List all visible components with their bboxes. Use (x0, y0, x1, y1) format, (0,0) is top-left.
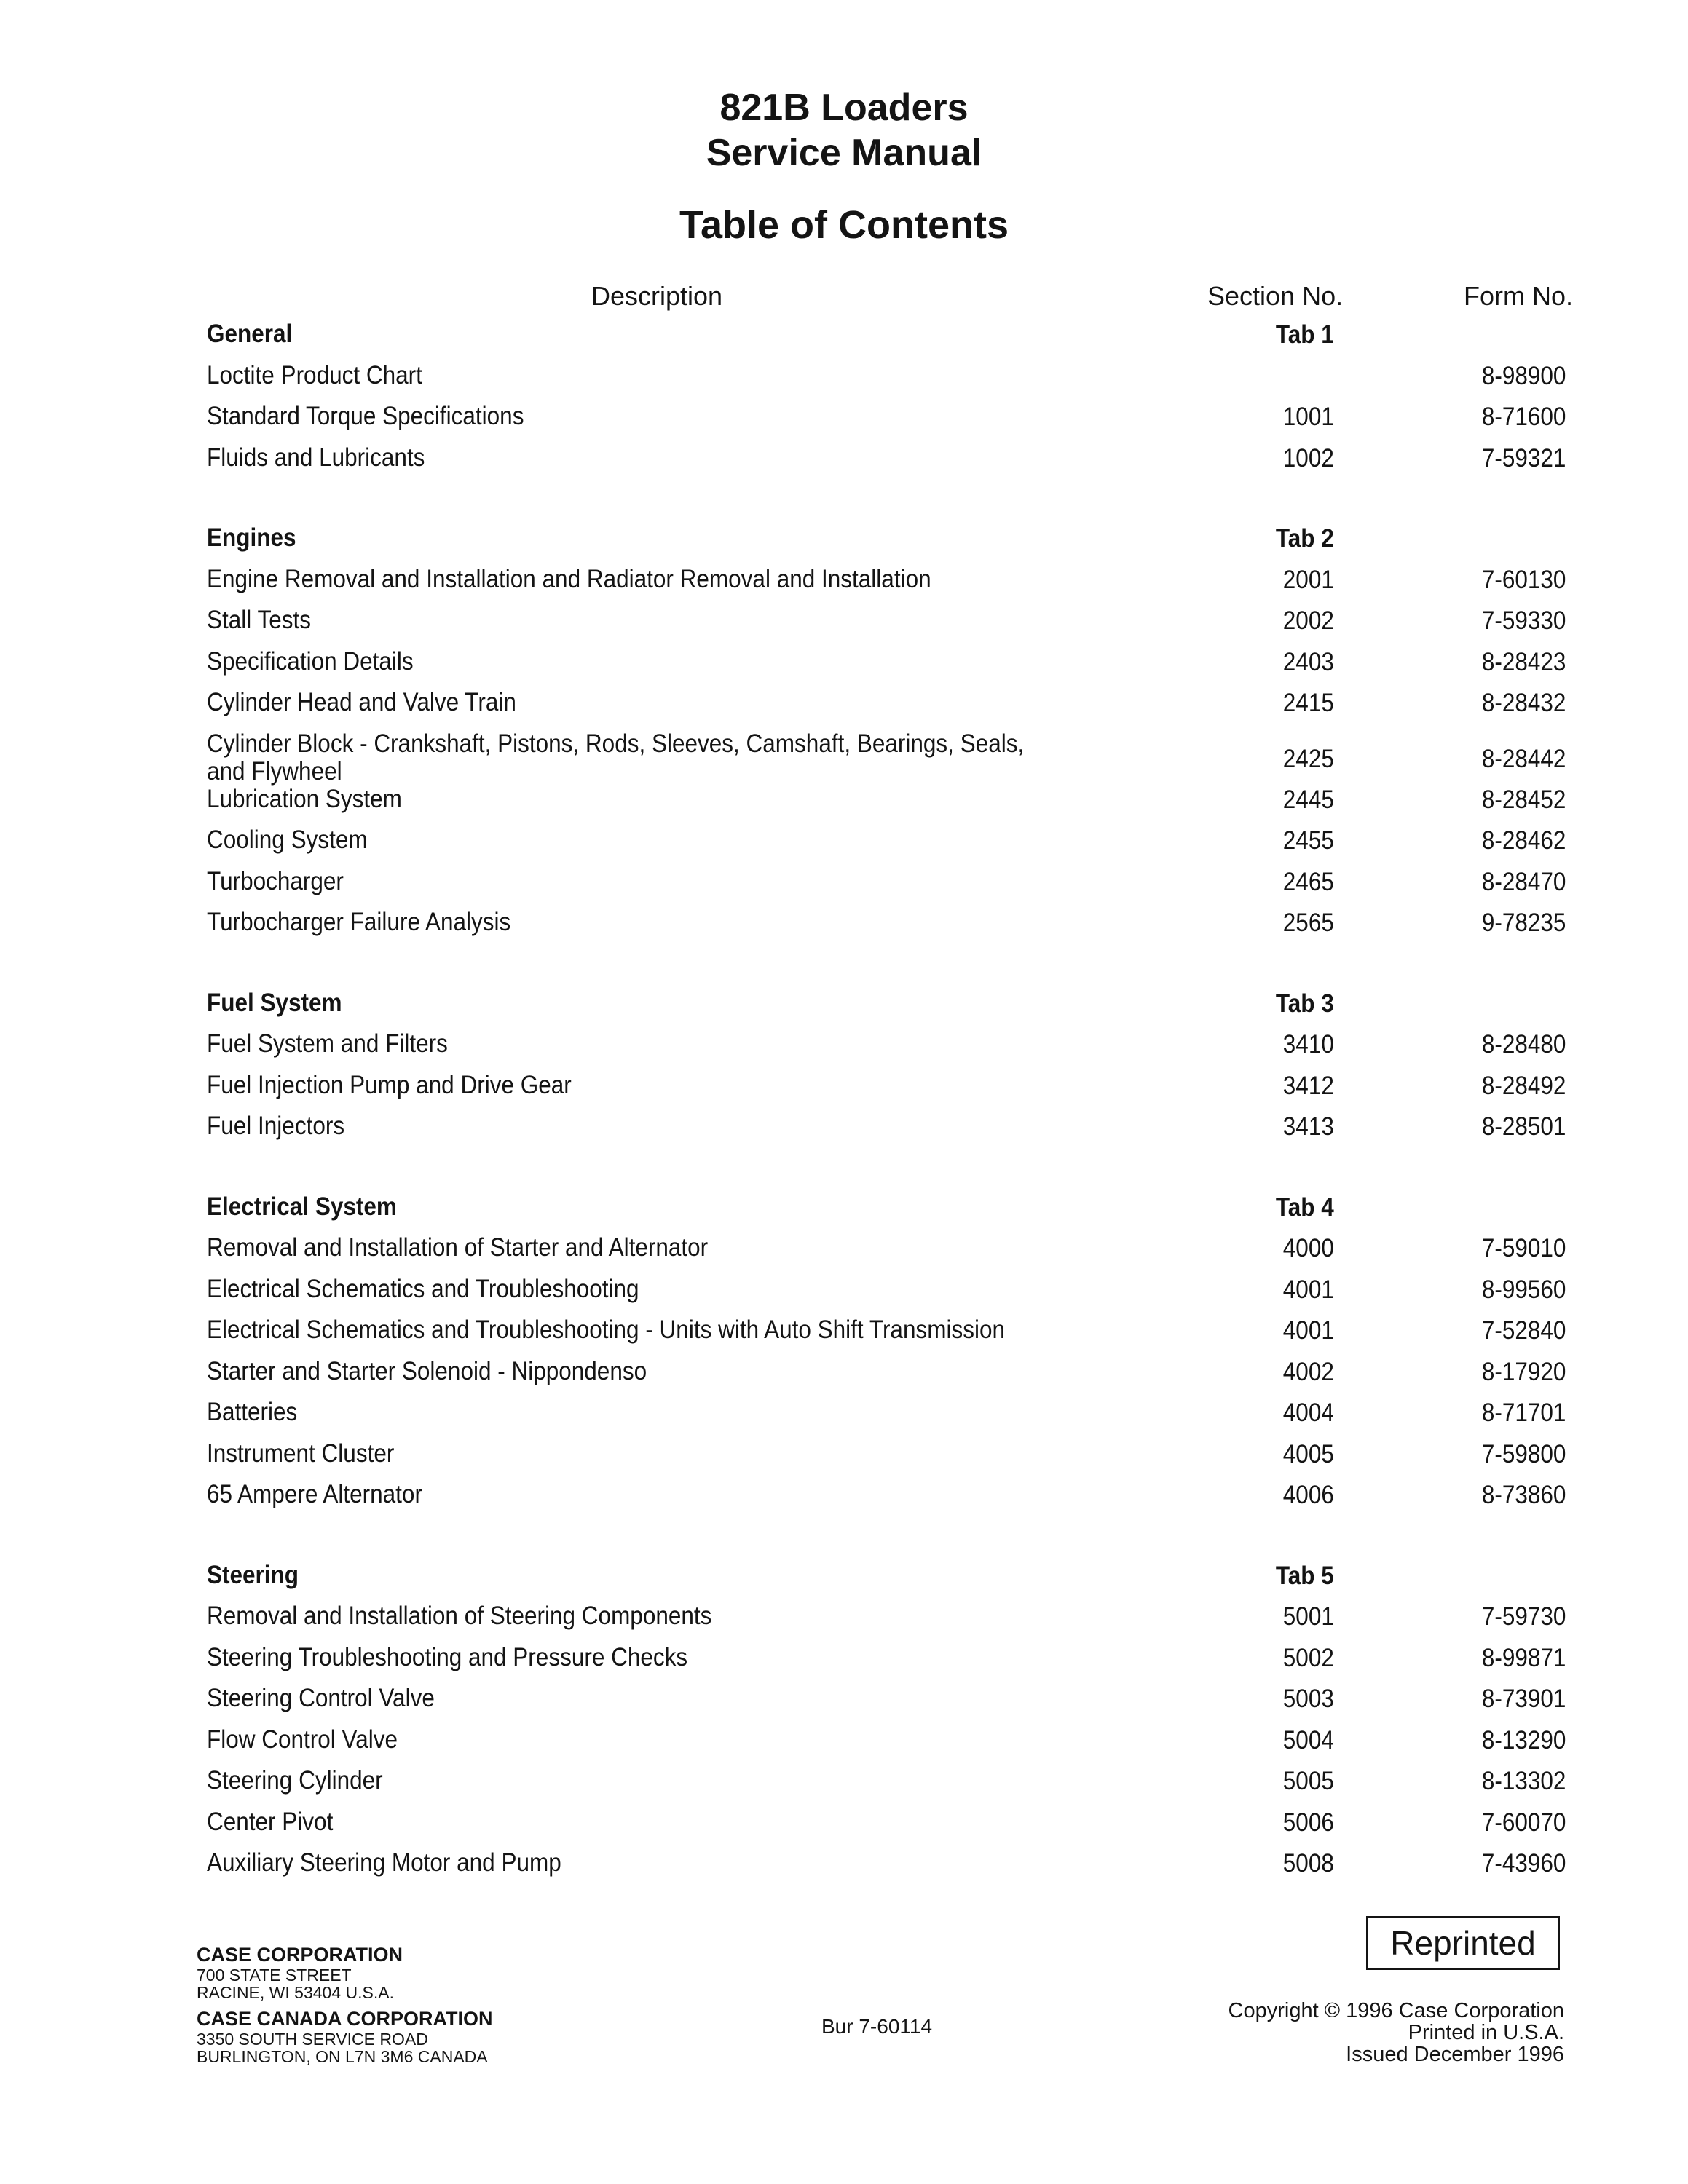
toc-description: Cooling System (207, 826, 368, 855)
toc-description: Auxiliary Steering Motor and Pump (207, 1848, 561, 1878)
section-number: 4001 (1282, 1275, 1334, 1304)
section-number: 5001 (1282, 1602, 1334, 1631)
tab-number: Tab 2 (1276, 524, 1334, 553)
section-heading-text: Engines (207, 523, 296, 552)
form-number: 8-17920 (1481, 1357, 1566, 1386)
section-number: 1002 (1282, 443, 1334, 472)
section-number: 5005 (1282, 1767, 1334, 1796)
toc-description: Engine Removal and Installation and Radiator Removal and Installation (207, 564, 931, 593)
section-heading-text: Steering (207, 1560, 299, 1589)
section-number: 3410 (1282, 1030, 1334, 1059)
form-number: 7-60070 (1481, 1808, 1566, 1837)
toc-description: Removal and Installation of Steering Components (207, 1602, 712, 1631)
manual-form-number: Bur 7-60114 (821, 2015, 933, 2038)
section-number: 4005 (1282, 1439, 1334, 1468)
section-number: 2565 (1282, 909, 1334, 938)
corp1-address-line2: RACINE, WI 53404 U.S.A. (197, 1983, 394, 2002)
toc-description: Stall Tests (207, 606, 311, 634)
toc-description: Steering Troubleshooting and Pressure Checks (207, 1642, 688, 1671)
form-number: 8-28423 (1481, 647, 1566, 676)
form-number: 8-28492 (1481, 1071, 1566, 1100)
section-number: 2425 (1282, 744, 1334, 773)
form-number: 7-59730 (1481, 1602, 1566, 1631)
form-number: 8-28452 (1481, 785, 1566, 814)
column-header-description: Description (591, 281, 723, 311)
toc-description: Standard Torque Specifications (207, 402, 524, 430)
reprinted-stamp: Reprinted (1366, 1916, 1560, 1970)
toc-heading: Table of Contents (679, 203, 1009, 247)
section-number: 2403 (1282, 647, 1334, 676)
toc-description: Electrical Schematics and Troubleshooting - Units with Auto Shift Transmission (207, 1315, 1006, 1345)
toc-description: Fuel Injection Pump and Drive Gear (207, 1070, 572, 1099)
form-number: 8-28480 (1481, 1030, 1566, 1059)
form-number: 9-78235 (1481, 909, 1566, 938)
section-number: 2415 (1282, 689, 1334, 717)
toc-description: Center Pivot (207, 1807, 334, 1836)
section-number: 2465 (1282, 867, 1334, 896)
toc-description: Turbocharger Failure Analysis (207, 908, 511, 937)
form-number: 8-28501 (1481, 1112, 1566, 1142)
printed-line: Printed in U.S.A. (1408, 2021, 1564, 2044)
form-number: 8-28442 (1481, 744, 1566, 773)
section-number: 2001 (1282, 565, 1334, 594)
section-heading-text: Fuel System (207, 988, 342, 1017)
corp2-name: CASE CANADA CORPORATION (197, 2008, 493, 2030)
section-number: 4001 (1282, 1316, 1334, 1345)
issued-line: Issued December 1996 (1346, 2043, 1564, 2066)
column-header-form: Form No. (1464, 281, 1574, 311)
tab-number: Tab 4 (1276, 1192, 1334, 1222)
section-number: 4006 (1282, 1481, 1334, 1510)
corp1-name: CASE CORPORATION (197, 1944, 403, 1966)
section-number: 5004 (1282, 1725, 1334, 1754)
tab-number: Tab 3 (1276, 989, 1334, 1018)
section-number: 5002 (1282, 1643, 1334, 1672)
toc-description: Electrical Schematics and Troubleshooting (207, 1274, 639, 1303)
corp1-address-line1: 700 STATE STREET (197, 1966, 352, 1985)
section-number: 5003 (1282, 1685, 1334, 1714)
form-number: 8-99871 (1481, 1643, 1566, 1672)
tab-number: Tab 1 (1276, 320, 1334, 349)
form-number: 7-59010 (1481, 1234, 1566, 1263)
section-number: 3412 (1282, 1071, 1334, 1100)
manual-title-type: Service Manual (706, 132, 982, 174)
toc-description: Removal and Installation of Starter and Alternator (207, 1233, 709, 1262)
form-number: 8-13290 (1481, 1725, 1566, 1754)
form-number: 8-99560 (1481, 1275, 1566, 1304)
tab-number: Tab 5 (1276, 1561, 1334, 1590)
form-number: 8-98900 (1481, 361, 1566, 390)
section-heading-text: General (207, 320, 293, 348)
toc-description: Cylinder Block - Crankshaft, Pistons, Rods, Sleeves, Camshaft, Bearings, Seals, and Flywheel (207, 729, 1025, 786)
toc-description: Fuel Injectors (207, 1112, 345, 1141)
toc-description: Fluids and Lubricants (207, 443, 425, 472)
toc-description: Loctite Product Chart (207, 360, 422, 389)
toc-description: Turbocharger (207, 866, 344, 895)
form-number: 8-28432 (1481, 689, 1566, 717)
toc-description: 65 Ampere Alternator (207, 1480, 422, 1509)
form-number: 7-60130 (1481, 565, 1566, 594)
form-number: 8-28470 (1481, 867, 1566, 896)
toc-description: Steering Cylinder (207, 1766, 383, 1795)
form-number: 8-73901 (1481, 1685, 1566, 1714)
section-heading-text: Electrical System (207, 1192, 397, 1221)
section-number: 2002 (1282, 606, 1334, 635)
column-header-section: Section No. (1207, 281, 1344, 311)
form-number: 8-71600 (1481, 403, 1566, 431)
form-number: 7-59800 (1481, 1439, 1566, 1468)
toc-description: Flow Control Valve (207, 1725, 398, 1754)
section-number: 2445 (1282, 785, 1334, 814)
form-number: 7-52840 (1481, 1316, 1566, 1345)
toc-description: Cylinder Head and Valve Train (207, 688, 516, 716)
section-number: 5006 (1282, 1808, 1334, 1837)
form-number: 8-13302 (1481, 1767, 1566, 1796)
toc-description: Lubrication System (207, 784, 402, 813)
corp2-address-line2: BURLINGTON, ON L7N 3M6 CANADA (197, 2047, 488, 2066)
toc-description: Steering Control Valve (207, 1684, 435, 1713)
form-number: 7-59321 (1481, 443, 1566, 472)
section-number: 4002 (1282, 1357, 1334, 1386)
section-number: 4004 (1282, 1398, 1334, 1428)
toc-description: Batteries (207, 1398, 298, 1427)
corp2-address-line1: 3350 SOUTH SERVICE ROAD (197, 2030, 428, 2049)
section-number: 5008 (1282, 1849, 1334, 1878)
toc-description: Fuel System and Filters (207, 1029, 448, 1059)
manual-title-model: 821B Loaders (719, 87, 969, 129)
copyright-line: Copyright © 1996 Case Corporation (1228, 1999, 1564, 2022)
section-number: 4000 (1282, 1234, 1334, 1263)
form-number: 8-71701 (1481, 1398, 1566, 1428)
form-number: 7-43960 (1481, 1849, 1566, 1878)
form-number: 7-59330 (1481, 606, 1566, 635)
section-number: 1001 (1282, 403, 1334, 431)
form-number: 8-28462 (1481, 826, 1566, 855)
section-number: 2455 (1282, 826, 1334, 855)
form-number: 8-73860 (1481, 1481, 1566, 1510)
toc-description: Instrument Cluster (207, 1439, 395, 1468)
section-number: 3413 (1282, 1112, 1334, 1142)
toc-description: Specification Details (207, 646, 414, 676)
toc-description: Starter and Starter Solenoid - Nippondenso (207, 1356, 647, 1385)
